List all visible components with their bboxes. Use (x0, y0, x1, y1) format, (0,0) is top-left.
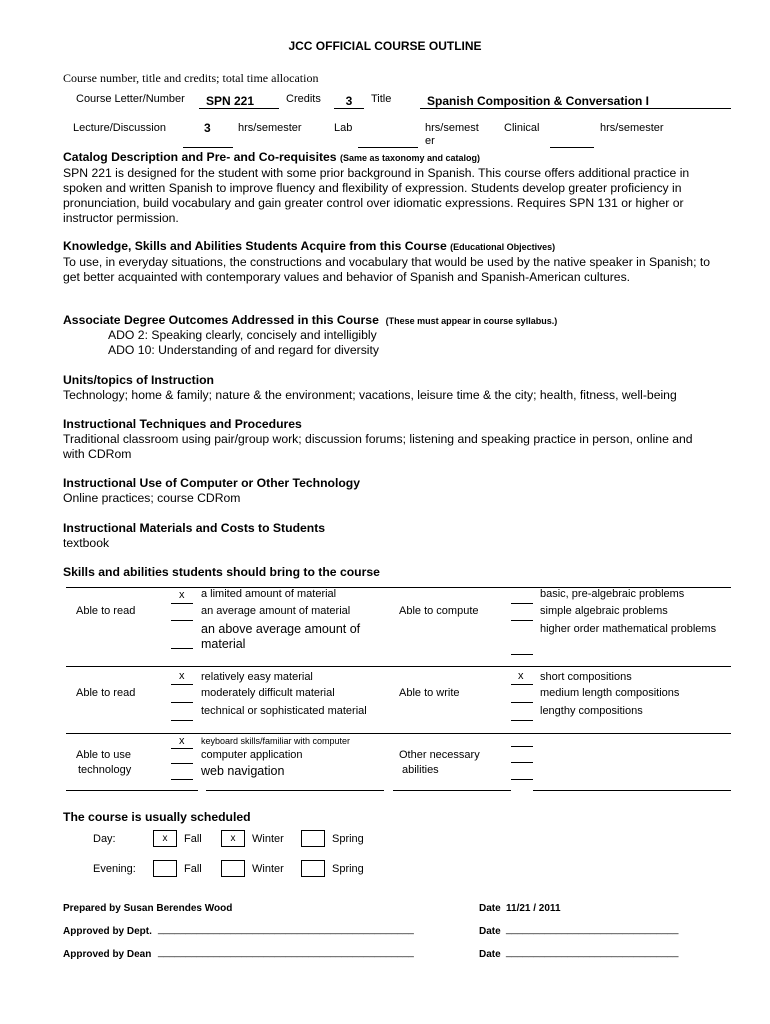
ado-heading: Associate Degree Outcomes Addressed in this Course (63, 313, 379, 327)
techniques-section (63, 417, 713, 462)
write-option-1: short compositions (540, 671, 632, 683)
read1-option-3b: material (201, 637, 246, 651)
prepared-date-value: 11/21 / 2011 (506, 903, 561, 914)
compute-blank-2[interactable] (511, 620, 533, 621)
course-letter-number-value: SPN 221 (199, 94, 279, 109)
day-spring-label: Spring (332, 833, 364, 845)
approved-by-dean-line[interactable]: ______________________________________________ (158, 947, 414, 958)
document-title: JCC OFFICIAL COURSE OUTLINE (288, 39, 482, 53)
read2-option-3: technical or sophisticated material (201, 705, 367, 717)
write-blank-3[interactable] (511, 720, 533, 721)
clinical-hrs-semester: hrs/semester (600, 122, 664, 134)
compute-blank-1[interactable] (511, 603, 533, 604)
read2-option-1: relatively easy material (201, 671, 313, 683)
lab-hrs-semester: hrs/semest (425, 122, 479, 134)
course-info-label: Course number, title and credits; total time allocation (63, 71, 319, 85)
dean-date-label: Date (479, 949, 501, 960)
evening-fall-label: Fall (184, 863, 202, 875)
other-label-a: Other necessary (399, 749, 480, 761)
approved-by-dept-line[interactable]: ______________________________________________ (158, 924, 414, 935)
technology-heading: Instructional Use of Computer or Other Technology (63, 476, 361, 490)
read2-blank-1[interactable] (171, 684, 193, 685)
tech-label-b: technology (78, 764, 132, 776)
clinical-label: Clinical (504, 122, 540, 134)
evening-spring-label: Spring (332, 863, 364, 875)
ado-note: (These must appear in course syllabus.) (385, 316, 558, 326)
tech-blank-1[interactable] (171, 748, 193, 749)
read1-blank-1[interactable] (171, 603, 193, 604)
read1-option-1: a limited amount of material (201, 588, 337, 600)
read2-label: Able to read (76, 687, 136, 699)
approved-by-dean-label: Approved by Dean (63, 949, 152, 960)
prepared-date-label: Date (479, 903, 501, 914)
evening-winter-checkbox[interactable] (221, 860, 245, 877)
read1-option-3a: an above average amount of (201, 622, 361, 636)
write-blank-2[interactable] (511, 702, 533, 703)
prepared-by: Prepared by Susan Berendes Wood (63, 903, 233, 914)
title-label: Title (371, 93, 392, 105)
tech-label-a: Able to use (76, 749, 132, 761)
read2-mark: x (179, 670, 185, 682)
lab-hrs-semester-wrap: er (425, 135, 435, 147)
write-option-2: medium length compositions (540, 687, 680, 699)
units-heading: Units/topics of Instruction (63, 373, 214, 387)
ksa-section (63, 239, 713, 285)
schedule-heading: The course is usually scheduled (63, 810, 251, 824)
skills-row2-top-line (66, 666, 731, 667)
skills-heading: Skills and abilities students should bring to the course (63, 565, 380, 579)
evening-fall-checkbox[interactable] (153, 860, 177, 877)
units-section (63, 373, 713, 403)
compute-blank-3[interactable] (511, 654, 533, 655)
dept-date-line[interactable]: _______________________________ (506, 924, 679, 935)
tech-option-2: computer application (201, 749, 303, 761)
tech-blank-3[interactable] (171, 779, 193, 780)
write-option-3: lengthy compositions (540, 705, 643, 717)
read1-blank-2[interactable] (171, 620, 193, 621)
read1-label: Able to read (76, 605, 136, 617)
course-letter-number-label: Course Letter/Number (76, 93, 185, 105)
skills-bottom-line-3 (393, 790, 511, 791)
evening-winter-label: Winter (252, 863, 284, 875)
ksa-text: To use, in everyday situations, the constructions and vocabulary that would be used by the native speaker in Spanish; to get better acquainted with contemporary values and behavior of Spanish and Spanish-American cultures. (63, 255, 711, 284)
lab-label: Lab (334, 122, 353, 134)
read1-option-2: an average amount of material (201, 605, 351, 617)
catalog-section (63, 150, 713, 226)
credits-value: 3 (334, 94, 364, 109)
catalog-heading: Catalog Description and Pre- and Co-requisites (63, 150, 337, 164)
day-fall-checkbox[interactable]: x (153, 830, 177, 847)
day-winter-checkbox[interactable]: x (221, 830, 245, 847)
skills-bottom-line-2 (206, 790, 384, 791)
skills-bottom-line-1 (66, 790, 198, 791)
compute-option-2: simple algebraic problems (540, 605, 668, 617)
ksa-note: (Educational Objectives) (450, 242, 556, 252)
day-spring-checkbox[interactable] (301, 830, 325, 847)
read2-blank-2[interactable] (171, 702, 193, 703)
schedule-day-label: Day: (93, 833, 116, 845)
lecture-hrs-semester: hrs/semester (238, 122, 302, 134)
materials-text: textbook (63, 536, 110, 550)
write-label: Able to write (399, 687, 460, 699)
compute-option-3: higher order mathematical problems (540, 623, 717, 635)
ado-item-2: ADO 10: Understanding of and regard for diversity (108, 343, 379, 357)
materials-heading: Instructional Materials and Costs to Students (63, 521, 326, 535)
schedule-evening-label: Evening: (93, 863, 136, 875)
read2-blank-3[interactable] (171, 720, 193, 721)
lab-hours-line (358, 147, 418, 148)
ksa-heading: Knowledge, Skills and Abilities Students Acquire from this Course (63, 239, 447, 253)
evening-spring-checkbox[interactable] (301, 860, 325, 877)
tech-blank-2[interactable] (171, 763, 193, 764)
ado-section (63, 313, 713, 329)
techniques-text: Traditional classroom using pair/group work; discussion forums; listening and speaking practice in person, online and with CDRom (63, 432, 693, 461)
skills-row3-top-line (66, 733, 731, 734)
approved-by-dept-label: Approved by Dept. (63, 926, 152, 937)
tech-option-3: web navigation (201, 764, 285, 778)
compute-option-1: basic, pre-algebraic problems (540, 588, 685, 600)
other-label-b: abilities (402, 764, 439, 776)
lecture-hours-value: 3 (183, 121, 233, 148)
catalog-text: SPN 221 is designed for the student with some prior background in Spanish. This course offers additional practice in spoken and written Spanish to improve fluency and flexibility of expression. Students develop greater proficiency in pronunciation, build vocabulary and gain greater control over idiomatic expressions. Requires SPN 131 or higher or instructor permission. (63, 166, 690, 225)
credits-label: Credits (286, 93, 321, 105)
read1-blank-3[interactable] (171, 648, 193, 649)
day-winter-label: Winter (252, 833, 284, 845)
dept-date-label: Date (479, 926, 501, 937)
read2-option-2: moderately difficult material (201, 687, 335, 699)
tech-option-1: keyboard skills/familiar with computer (201, 736, 351, 746)
technology-section (63, 476, 713, 506)
other-blank-2[interactable] (511, 762, 533, 763)
clinical-hours-line (550, 147, 594, 148)
course-title-value: Spanish Composition & Conversation I (420, 94, 731, 109)
technology-text: Online practices; course CDRom (63, 491, 241, 505)
read1-mark: x (179, 589, 185, 601)
dean-date-line[interactable]: _______________________________ (506, 947, 679, 958)
write-mark: x (518, 670, 524, 682)
day-fall-label: Fall (184, 833, 202, 845)
lecture-label: Lecture/Discussion (73, 122, 166, 134)
skills-bottom-line-4 (533, 790, 731, 791)
other-blank-3[interactable] (511, 779, 533, 780)
ado-item-1: ADO 2: Speaking clearly, concisely and intelligibly (108, 328, 377, 342)
write-blank-1[interactable] (511, 684, 533, 685)
catalog-note: (Same as taxonomy and catalog) (339, 153, 481, 163)
techniques-heading: Instructional Techniques and Procedures (63, 417, 302, 431)
tech-mark: x (179, 735, 185, 747)
units-text: Technology; home & family; nature & the environment; vacations, leisure time & the city; health, fitness, well-being (63, 388, 677, 402)
other-blank-1[interactable] (511, 746, 533, 747)
compute-label: Able to compute (399, 605, 479, 617)
materials-section (63, 521, 713, 551)
